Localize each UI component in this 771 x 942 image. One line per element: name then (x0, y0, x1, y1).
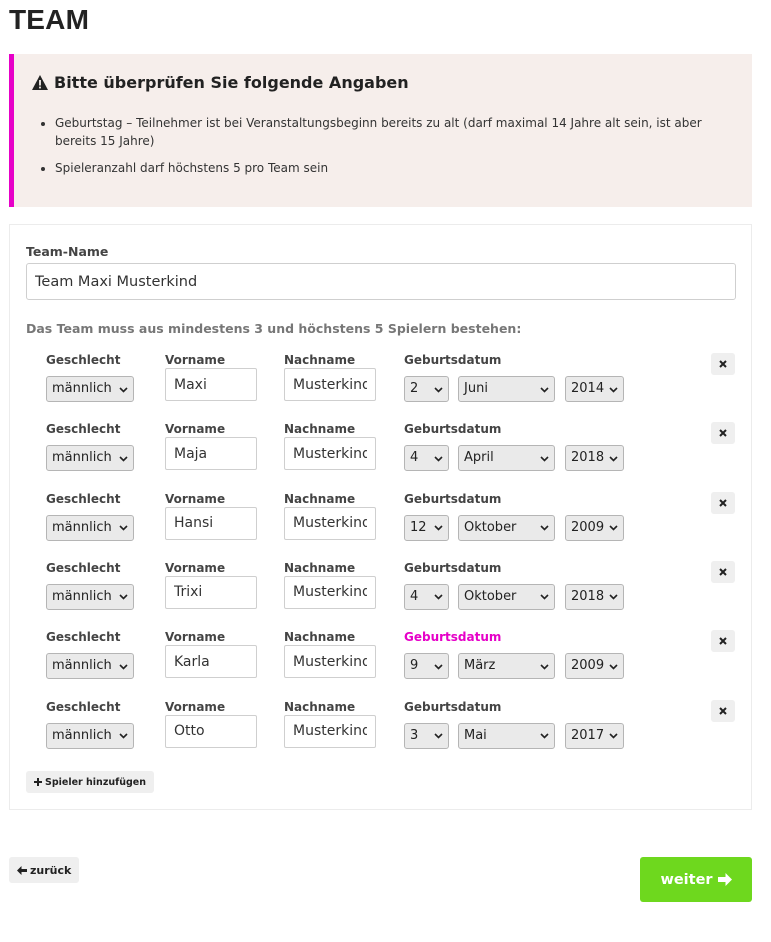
chevron-down-icon (609, 523, 618, 532)
gender-value: männlich (52, 519, 112, 535)
firstname-label: Vorname (165, 630, 226, 645)
chevron-down-icon (434, 454, 443, 463)
birth-year-select[interactable] (565, 515, 624, 541)
lastname-label: Nachname (284, 560, 356, 575)
birth-month-select[interactable] (458, 445, 555, 471)
close-icon (719, 360, 727, 368)
remove-player-button[interactable] (711, 630, 735, 652)
birthdate-label: Geburtsdatum (404, 491, 502, 506)
firstname-label: Vorname (165, 353, 226, 367)
gender-value: männlich (52, 727, 112, 743)
chevron-down-icon (609, 731, 618, 740)
birth-year-value: 2018 (571, 450, 605, 466)
remove-player-button[interactable] (711, 561, 735, 583)
chevron-down-icon (609, 662, 618, 671)
birth-day-select[interactable] (404, 723, 449, 749)
birth-month-select[interactable] (458, 584, 555, 610)
chevron-down-icon (540, 592, 549, 601)
birth-month-value: Oktober (464, 519, 517, 535)
gender-label: Geschlecht (46, 630, 121, 645)
birth-year-value: 2009 (571, 519, 605, 535)
gender-value: männlich (52, 588, 112, 604)
next-label: weiter (660, 871, 713, 888)
firstname-input[interactable] (165, 576, 257, 609)
close-icon (719, 707, 727, 715)
next-button[interactable] (640, 857, 752, 902)
gender-select[interactable] (46, 584, 134, 610)
alert-item: • Geburtstag – Teilnehmer ist bei Veranstaltungsbeginn bereits zu alt (darf maximal 14 Jahre alt sein, ist aber bereits 15 Jahre) (55, 114, 731, 150)
add-player-label: Spieler hinzufügen (45, 776, 147, 788)
birth-year-select[interactable] (565, 653, 624, 679)
birth-day-value: 3 (410, 727, 419, 743)
chevron-down-icon (434, 592, 443, 601)
lastname-label: Nachname (284, 699, 356, 714)
birthdate-label: Geburtsdatum (404, 699, 502, 714)
birth-day-select[interactable] (404, 515, 449, 541)
warning-triangle-icon (31, 74, 49, 91)
back-label: zurück (30, 863, 72, 877)
lastname-label: Nachname (284, 422, 356, 437)
birth-month-value: Mai (464, 727, 487, 743)
remove-player-button[interactable] (711, 422, 735, 444)
chevron-down-icon (540, 385, 549, 394)
gender-select[interactable] (46, 445, 134, 471)
birthdate-label: Geburtsdatum (404, 560, 502, 575)
firstname-input[interactable] (165, 715, 257, 748)
chevron-down-icon (119, 731, 128, 740)
chevron-down-icon (434, 523, 443, 532)
gender-select[interactable] (46, 376, 134, 402)
firstname-label: Vorname (165, 699, 226, 714)
alert-list (31, 114, 731, 186)
chevron-down-icon (119, 523, 128, 532)
close-icon (719, 568, 727, 576)
birth-day-value: 4 (410, 450, 419, 466)
birth-year-select[interactable] (565, 445, 624, 471)
close-icon (719, 429, 727, 437)
firstname-input[interactable] (165, 645, 257, 678)
lastname-input[interactable] (284, 645, 376, 678)
player-row (10, 700, 751, 760)
birth-year-select[interactable] (565, 584, 624, 610)
remove-player-button[interactable] (711, 700, 735, 722)
alert-title (31, 73, 409, 92)
firstname-label: Vorname (165, 491, 226, 506)
birth-year-select[interactable] (565, 376, 624, 402)
plus-icon (34, 778, 42, 786)
close-icon (719, 637, 727, 645)
birth-year-select[interactable] (565, 723, 624, 749)
alert-item: • Spieleranzahl darf höchstens 5 pro Team sein (55, 159, 731, 177)
remove-player-button[interactable] (711, 492, 735, 514)
chevron-down-icon (119, 592, 128, 601)
chevron-down-icon (434, 731, 443, 740)
birth-day-value: 12 (410, 519, 427, 535)
validation-alert (9, 54, 752, 207)
birthdate-label: Geburtsdatum (404, 630, 502, 645)
birthdate-label: Geburtsdatum (404, 422, 502, 437)
player-row (10, 422, 751, 482)
birth-month-value: Juni (464, 381, 488, 396)
gender-select[interactable] (46, 515, 134, 541)
firstname-input[interactable] (165, 437, 257, 470)
chevron-down-icon (540, 731, 549, 740)
gender-value: männlich (52, 381, 112, 396)
gender-value: männlich (52, 450, 112, 466)
arrow-right-icon (718, 873, 732, 886)
birth-month-select[interactable] (458, 723, 555, 749)
lastname-input[interactable] (284, 368, 376, 401)
gender-label: Geschlecht (46, 491, 121, 506)
firstname-label: Vorname (165, 422, 226, 437)
birth-day-select[interactable] (404, 445, 449, 471)
lastname-input[interactable] (284, 507, 376, 540)
chevron-down-icon (119, 454, 128, 463)
birth-month-value: Oktober (464, 588, 517, 604)
lastname-input[interactable] (284, 715, 376, 748)
birth-day-select[interactable] (404, 376, 449, 402)
alert-title-text: Bitte überprüfen Sie folgende Angaben (54, 73, 409, 92)
team-size-hint: Das Team muss aus mindestens 3 und höchstens 5 Spielern bestehen: (26, 321, 522, 336)
chevron-down-icon (119, 662, 128, 671)
lastname-input[interactable] (284, 576, 376, 609)
birth-year-value: 2009 (571, 658, 605, 674)
birth-day-value: 4 (410, 588, 419, 604)
arrow-left-icon (17, 866, 27, 875)
player-row (10, 630, 751, 690)
gender-select[interactable] (46, 653, 134, 679)
page-title: TEAM (9, 4, 90, 35)
birth-year-value: 2017 (571, 727, 605, 743)
chevron-down-icon (434, 662, 443, 671)
birth-day-value: 9 (410, 658, 419, 674)
chevron-down-icon (540, 523, 549, 532)
birth-year-value: 2014 (571, 381, 605, 396)
player-row (10, 492, 751, 552)
remove-player-button[interactable] (711, 353, 735, 375)
birth-month-value: März (464, 658, 496, 674)
gender-label: Geschlecht (46, 353, 121, 367)
firstname-input[interactable] (165, 368, 257, 401)
team-name-label: Team-Name (26, 244, 109, 259)
firstname-input[interactable] (165, 507, 257, 540)
chevron-down-icon (609, 385, 618, 394)
birth-day-select[interactable] (404, 653, 449, 679)
lastname-label: Nachname (284, 353, 356, 367)
player-row (10, 353, 751, 413)
birth-month-value: April (464, 450, 494, 466)
chevron-down-icon (609, 454, 618, 463)
team-name-input[interactable] (26, 263, 736, 300)
gender-label: Geschlecht (46, 699, 121, 714)
birth-month-select[interactable] (458, 653, 555, 679)
chevron-down-icon (119, 385, 128, 394)
birth-month-select[interactable] (458, 376, 555, 402)
birth-month-select[interactable] (458, 515, 555, 541)
gender-label: Geschlecht (46, 422, 121, 437)
birth-day-value: 2 (410, 381, 419, 396)
lastname-input[interactable] (284, 437, 376, 470)
gender-label: Geschlecht (46, 560, 121, 575)
add-player-button[interactable] (26, 771, 154, 793)
chevron-down-icon (434, 385, 443, 394)
chevron-down-icon (540, 454, 549, 463)
birth-day-select[interactable] (404, 584, 449, 610)
chevron-down-icon (540, 662, 549, 671)
team-form-card (9, 224, 752, 810)
chevron-down-icon (609, 592, 618, 601)
lastname-label: Nachname (284, 491, 356, 506)
lastname-label: Nachname (284, 630, 356, 645)
birth-year-value: 2018 (571, 588, 605, 604)
back-button[interactable] (9, 857, 79, 883)
birthdate-label: Geburtsdatum (404, 353, 502, 367)
gender-value: männlich (52, 658, 112, 674)
gender-select[interactable] (46, 723, 134, 749)
firstname-label: Vorname (165, 560, 226, 575)
player-row (10, 561, 751, 621)
close-icon (719, 499, 727, 507)
